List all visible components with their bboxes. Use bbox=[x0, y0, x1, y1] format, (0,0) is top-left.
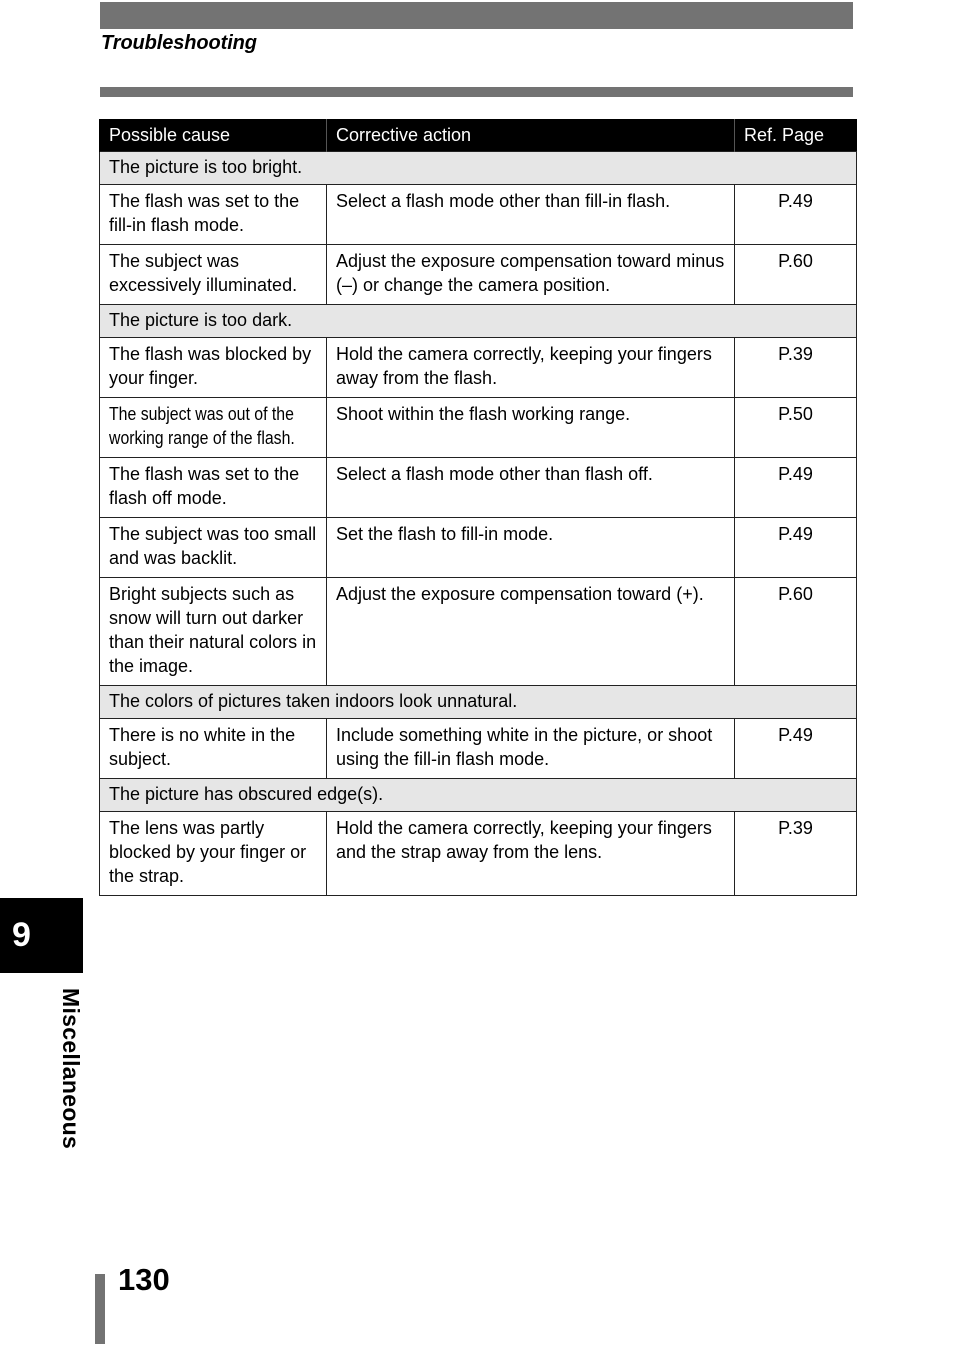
cause-text: The subject was out of the working range of the flash. bbox=[109, 404, 295, 448]
cause-cell: Bright subjects such as snow will turn out darker than their natural colors in the image. bbox=[100, 578, 327, 686]
problem-label: The picture is too bright. bbox=[100, 152, 857, 185]
cause-cell: The flash was blocked by your finger. bbox=[100, 338, 327, 398]
problem-row bbox=[100, 779, 857, 812]
ref-page-cell: P.60 bbox=[735, 245, 857, 305]
table-row bbox=[100, 812, 857, 896]
ref-page-cell: P.49 bbox=[735, 458, 857, 518]
table-header-row bbox=[100, 119, 857, 152]
table-row bbox=[100, 458, 857, 518]
ref-page-cell: P.49 bbox=[735, 185, 857, 245]
table-row bbox=[100, 245, 857, 305]
header-bar bbox=[100, 2, 853, 29]
ref-page-cell: P.39 bbox=[735, 338, 857, 398]
table-row bbox=[100, 185, 857, 245]
chapter-label: Miscellaneous bbox=[58, 988, 84, 1150]
problem-label: The picture has obscured edge(s). bbox=[100, 779, 857, 812]
ref-page-cell: P.50 bbox=[735, 398, 857, 458]
action-cell: Select a flash mode other than fill-in flash. bbox=[327, 185, 735, 245]
header-rule bbox=[100, 87, 853, 97]
ref-page-cell: P.60 bbox=[735, 578, 857, 686]
action-cell: Include something white in the picture, or shoot using the fill-in flash mode. bbox=[327, 719, 735, 779]
header-corrective-action: Corrective action bbox=[327, 119, 735, 152]
action-cell: Hold the camera correctly, keeping your fingers and the strap away from the lens. bbox=[327, 812, 735, 896]
cause-cell: The flash was set to the flash off mode. bbox=[100, 458, 327, 518]
page-number-bar bbox=[95, 1274, 105, 1344]
ref-page-cell: P.49 bbox=[735, 518, 857, 578]
action-cell: Adjust the exposure compensation toward minus (–) or change the camera position. bbox=[327, 245, 735, 305]
header-ref-page: Ref. Page bbox=[735, 119, 857, 152]
cause-cell: The flash was set to the fill-in flash mode. bbox=[100, 185, 327, 245]
problem-row bbox=[100, 686, 857, 719]
action-cell: Set the flash to fill-in mode. bbox=[327, 518, 735, 578]
section-title: Troubleshooting bbox=[101, 32, 257, 54]
table-row bbox=[100, 719, 857, 779]
cause-cell: There is no white in the subject. bbox=[100, 719, 327, 779]
table-row bbox=[100, 518, 857, 578]
problem-label: The colors of pictures taken indoors look unnatural. bbox=[100, 686, 857, 719]
chapter-tab bbox=[0, 898, 83, 973]
header-possible-cause: Possible cause bbox=[100, 119, 327, 152]
problem-row bbox=[100, 305, 857, 338]
problem-row bbox=[100, 152, 857, 185]
chapter-number: 9 bbox=[12, 916, 31, 954]
cause-cell: The lens was partly blocked by your finger or the strap. bbox=[100, 812, 327, 896]
action-cell: Adjust the exposure compensation toward (+). bbox=[327, 578, 735, 686]
cause-cell: The subject was too small and was backlit. bbox=[100, 518, 327, 578]
table-row bbox=[100, 398, 857, 458]
table-row bbox=[100, 338, 857, 398]
table-row bbox=[100, 578, 857, 686]
troubleshooting-table bbox=[99, 119, 857, 896]
ref-page-cell: P.39 bbox=[735, 812, 857, 896]
action-cell: Select a flash mode other than flash off. bbox=[327, 458, 735, 518]
action-cell: Hold the camera correctly, keeping your fingers away from the flash. bbox=[327, 338, 735, 398]
cause-cell: The subject was excessively illuminated. bbox=[100, 245, 327, 305]
page-number: 130 bbox=[118, 1262, 170, 1297]
problem-label: The picture is too dark. bbox=[100, 305, 857, 338]
ref-page-cell: P.49 bbox=[735, 719, 857, 779]
cause-cell bbox=[100, 398, 327, 458]
action-cell: Shoot within the flash working range. bbox=[327, 398, 735, 458]
